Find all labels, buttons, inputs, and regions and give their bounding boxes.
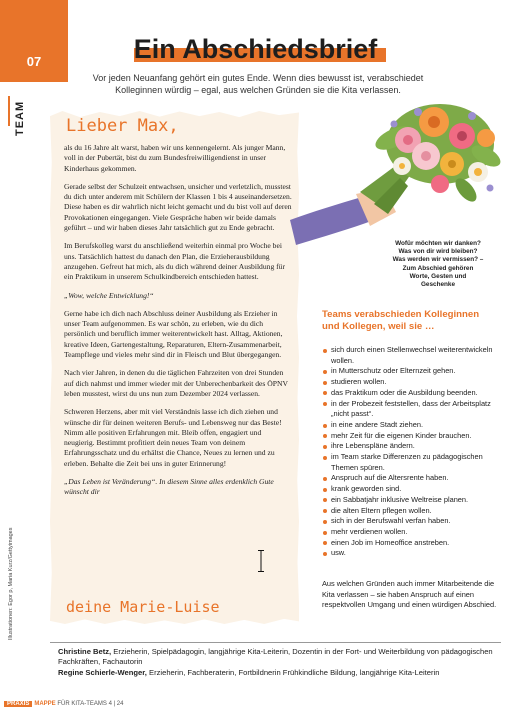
illustration-credit: Illustrationen: Egor p, Maria Kurz/Gettyimages bbox=[8, 527, 14, 640]
magazine-brand: PRAXIS bbox=[4, 701, 32, 707]
list-item: studieren wollen. bbox=[322, 377, 500, 388]
author-bio bbox=[58, 668, 498, 678]
bullet-icon bbox=[323, 488, 327, 492]
list-item: ihre Lebenspläne ändern. bbox=[322, 441, 500, 452]
flower-bouquet-illustration bbox=[290, 100, 501, 260]
list-item: Anspruch auf die Altersrente haben. bbox=[322, 473, 500, 484]
bullet-icon bbox=[323, 509, 327, 513]
page-number: 07 bbox=[26, 54, 42, 69]
letter-closing: deine Marie-Luise bbox=[66, 598, 220, 616]
author-description: Erzieherin, Spielpädagogin, langjährige Kita-Leiterin, Dozentin in der Fort- und Weiterbildung von pädagogischen Fachkräften, Fachautorin bbox=[58, 647, 493, 667]
bullet-icon bbox=[323, 477, 327, 481]
author-bio bbox=[58, 647, 498, 668]
bullet-icon bbox=[323, 434, 327, 438]
list-item: im Team starke Differenzen zu pädagogischen Themen spüren. bbox=[322, 452, 500, 473]
bullet-icon bbox=[323, 402, 327, 406]
list-item: sich in der Berufswahl verfan haben. bbox=[322, 516, 500, 527]
text-cursor-icon bbox=[258, 550, 264, 572]
author-bios bbox=[58, 647, 498, 678]
letter-paragraph: Nach vier Jahren, in denen du die täglichen Fahrzeiten von drei Stunden auf dich nahmst und immer wieder mit der Unberechenbarkeit des ÖPNV leben musstest, wirst du uns nun zum Dezember 2024 verlassen. bbox=[64, 368, 288, 398]
bullet-icon bbox=[323, 498, 327, 502]
bullet-icon bbox=[323, 552, 327, 556]
issue-info: FÜR KITA-TEAMS 4 | 24 bbox=[57, 701, 124, 707]
list-item: die alten Eltern pflegen wollen. bbox=[322, 506, 500, 517]
image-caption: Wofür möchten wir danken? Was von dir wird bleiben? Was werden wir vermissen? – Zum Abschied gehören Worte, Gesten und Geschenke bbox=[392, 240, 484, 289]
author-name: Regine Schierle-Wenger, bbox=[58, 667, 147, 677]
letter-paragraph: Gerade selbst der Schulzeit entwachsen, unsicher und verletzlich, musstest du dich unter anderem mit Schülern der Klassen 1 bis 4 auseinandersetzen. Diese haben es dir wahrlich nicht leicht gemacht und du bist voll auf deren Provokationen eingegangen. Viele Gespräche haben wir beide damals geführt – und wir haben dieses Jahr tatsächlich gut zu Ende gebracht. bbox=[64, 181, 292, 233]
reasons-heading: Teams verabschieden Kolleginnen und Kollegen, weil sie … bbox=[322, 309, 480, 332]
page-title: Ein Abschiedsbrief bbox=[133, 34, 378, 64]
bullet-icon bbox=[323, 381, 327, 385]
bullet-icon bbox=[323, 391, 327, 395]
bullet-icon bbox=[323, 349, 327, 353]
list-item: mehr verdienen wollen. bbox=[322, 527, 500, 538]
author-name: Christine Betz, bbox=[58, 647, 112, 656]
list-item: krank geworden sind. bbox=[322, 484, 500, 495]
footer bbox=[4, 701, 124, 707]
list-item: in eine andere Stadt ziehen. bbox=[322, 420, 500, 431]
bullet-icon bbox=[323, 520, 327, 524]
author-description: Erzieherin, Fachberaterin, Fortbildnerin Frühkindliche Bildung, langjährige Kita-Leiterin bbox=[146, 667, 440, 677]
list-item: einen Job im Homeoffice anstreben. bbox=[322, 538, 500, 549]
letter-paragraph: Gerne habe ich dich nach Abschluss deiner Ausbildung als Erzieher in unser Team aufgenommen. Es war schön, zu erleben, wie du dich persönlich und beruflich immer weiterentwickelt hast. Alltag, Aktionen, kreative Ideen, Gartengestaltung, Reparaturen, Eltern-Zusammenarbeit, Teampflege und vieles mehr sind dir in Fleisch und Blut übergegangen. bbox=[64, 308, 283, 360]
letter-body bbox=[64, 143, 292, 506]
letter-quote: „Wow, welche Entwicklung!“ bbox=[64, 290, 154, 300]
list-item: usw. bbox=[322, 548, 500, 559]
bullet-icon bbox=[323, 456, 327, 460]
reasons-conclusion: Aus welchen Gründen auch immer Mitarbeitende die Kita verlassen – sie haben Anspruch auf einen respektvollen Umgang und einen würdigen Abschied. bbox=[322, 579, 497, 610]
section-marker bbox=[8, 96, 10, 126]
bullet-icon bbox=[323, 370, 327, 374]
letter-paragraph: Schweren Herzens, aber mit viel Verständnis lasse ich dich ziehen und wünsche dir für deinen weiteren Berufs- und Lebensweg nur das Beste! Nimm alle positiven Erfahrungen mit. Bleib offen, engagiert und neugierig. Bestimmt profitiert dein neues Team von deinem Erfahrungsschatz und du erhältst die Chance, Neues zu lernen und zu erleben. Behalte die Zeit bei uns in guter Erinnerung! bbox=[64, 407, 282, 468]
list-item: in Mutterschutz oder Elternzeit gehen. bbox=[322, 366, 500, 377]
intro-text: Vor jeden Neuanfang gehört ein gutes Ende. Wenn dies bewusst ist, verabschiedet Kolleginnen würdig – egal, aus welchen Gründen sie die Kita verlassen. bbox=[92, 73, 424, 95]
list-item: ein Sabbatjahr inklusive Weltreise planen. bbox=[322, 495, 500, 506]
reasons-list bbox=[322, 345, 500, 559]
list-item: sich durch einen Stellenwechsel weiterentwickeln wollen. bbox=[322, 345, 500, 366]
bullet-icon bbox=[323, 445, 327, 449]
section-label: TEAM bbox=[14, 100, 26, 136]
magazine-name: MAPPE bbox=[34, 701, 56, 707]
bullet-icon bbox=[323, 541, 327, 545]
list-item: das Praktikum oder die Ausbildung beenden. bbox=[322, 388, 500, 399]
bullet-icon bbox=[323, 531, 327, 535]
list-item: mehr Zeit für die eigenen Kinder brauchen. bbox=[322, 431, 500, 442]
bullet-icon bbox=[323, 424, 327, 428]
letter-paragraph: Im Berufskolleg warst du anschließend weiterhin einmal pro Woche bei uns. Tatsächlich hattest du danach den Plan, die Erzieherausbildung anzugehen. Gefreut hat mich, als du dich während deiner Ausbildung für ein Praktikum in unserem Schulkindbereich entschieden hattest. bbox=[64, 241, 285, 282]
letter-paragraph: als du 16 Jahre alt warst, haben wir uns kennengelernt. Als junger Mann, voll in der Pubertät, bist du zum Bundesfreiwilligendienst in unser Kinderhaus gekommen. bbox=[64, 143, 286, 173]
divider bbox=[50, 642, 501, 643]
list-item: in der Probezeit feststellen, dass der Arbeitsplatz „nicht passt“. bbox=[322, 399, 500, 420]
letter-greeting: Lieber Max, bbox=[66, 116, 179, 136]
letter-quote: „Das Leben ist Veränderung“. In diesem Sinne alles erdenklich Gute wünscht dir bbox=[64, 477, 274, 497]
